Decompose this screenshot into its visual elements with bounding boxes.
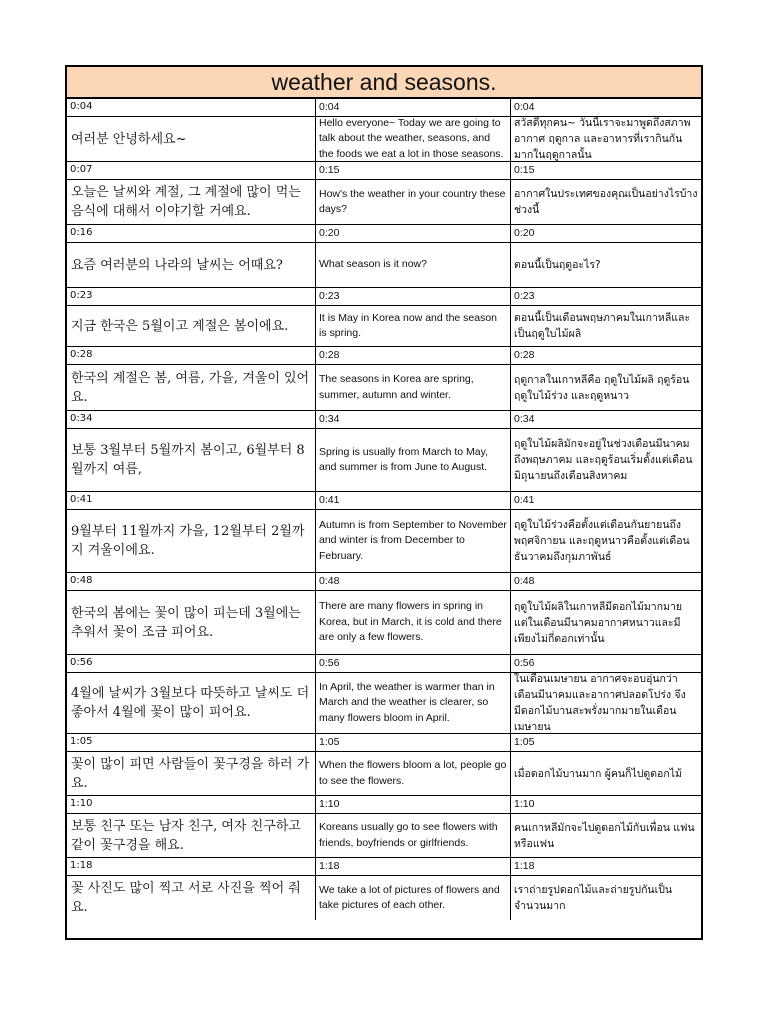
korean-timestamp: 0:56 [67,655,316,672]
english-text: When the flowers bloom a lot, people go to see the flowers. [319,759,507,787]
korean-timestamp: 0:28 [67,347,316,364]
english-text: Koreans usually go to see flowers with friends, boyfriends or girlfriends. [319,821,498,849]
table-row [67,858,701,920]
korean-text: 보통 3월부터 5월까지 봄이고, 6월부터 8월까지 여름, [71,443,305,477]
thai-text: ฤดูกาลในเกาหลีคือ ฤดูใบไม้ผลิ ฤดูร้อน ฤดูใบไม้ร่วง และฤดูหนาว [514,373,690,402]
korean-text-cell [67,243,316,287]
thai-text: ฤดูใบไม้ร่วงคือตั้งแต่เดือนกันยายนถึงพฤศจิกายน และฤดูหนาวคือตั้งแต่เดือนธันวาคมถึงกุมภาพันธ์ [514,519,690,563]
english-text: We take a lot of pictures of flowers and take pictures of each other. [319,883,500,911]
korean-text-cell [67,365,316,410]
thai-text: เราถ่ายรูปดอกไม้และถ่ายรูปกันเป็นจำนวนมาก [514,884,673,912]
timestamp-row [67,858,701,876]
thai-timestamp: 1:18 [514,860,535,872]
thai-text-cell [511,429,701,491]
english-text-cell [316,180,511,224]
thai-text-cell [511,117,701,161]
korean-timestamp: 1:18 [67,858,316,875]
thai-text: ฤดูใบไม้ผลิในเกาหลีมีดอกไม้มากมาย แต่ในเดือนมีนาคมอากาศหนาวและมีเพียงไม่กี่ดอกเท่านั้น [514,600,683,645]
english-text: There are many flowers in spring in Korea, but in March, it is cold and there are only a few flowers. [319,600,502,644]
thai-timestamp: 0:28 [514,349,535,361]
timestamp-row [67,734,701,752]
thai-text: ในเดือนเมษายน อากาศจะอบอุ่นกว่าเดือนมีนาคมและอากาศปลอดโปร่ง จึงมีดอกไม้บานสะพรั่งมากมายในเดือนเมษายน [514,673,686,733]
table-row [67,347,701,411]
entries [67,99,701,938]
english-text-cell [316,365,511,410]
english-text-cell [316,814,511,857]
english-timestamp: 0:56 [316,655,511,672]
table-row [67,796,701,858]
korean-timestamp: 0:23 [67,288,316,305]
thai-text: ตอนนี้เป็นเดือนพฤษภาคมในเกาหลีและเป็นฤดูใบไม้ผลิ [514,312,691,340]
thai-text-cell [511,180,701,224]
thai-text: อากาศในประเทศของคุณเป็นอย่างไรบ้างช่วงนี้ [514,188,698,216]
thai-text-cell [511,591,701,654]
table-row [67,225,701,288]
korean-text: 꽃이 많이 피면 사람들이 꽃구경을 하러 가요. [71,756,310,791]
timestamp-row [67,411,701,429]
thai-timestamp: 0:04 [514,101,535,113]
text-row [67,673,701,733]
table-row [67,492,701,573]
english-text-cell [316,510,511,572]
english-timestamp: 0:15 [316,162,511,179]
text-row [67,429,701,491]
text-row [67,365,701,410]
korean-text-cell [67,814,316,857]
thai-text: ตอนนี้เป็นฤดูอะไร? [514,259,601,271]
transcript-table [65,65,703,940]
thai-text-cell [511,365,701,410]
english-text: In April, the weather is warmer than in March and the weather is clearer, so many flowers bloom in April. [319,680,495,724]
thai-timestamp: 1:10 [514,798,535,810]
korean-timestamp: 0:48 [67,573,316,590]
korean-text-cell [67,673,316,733]
korean-timestamp: 0:16 [67,225,316,242]
english-text-cell [316,306,511,346]
korean-text: 지금 한국은 5월이고 계절은 봄이에요. [71,318,289,334]
text-row [67,876,701,920]
timestamp-row [67,162,701,180]
timestamp-row [67,288,701,306]
english-timestamp: 0:41 [316,492,511,509]
thai-text: เมื่อดอกไม้บานมาก ผู้คนก็ไปดูดอกไม้ [514,767,682,780]
english-timestamp: 0:28 [316,347,511,364]
thai-timestamp: 0:41 [514,494,535,506]
english-text: The seasons in Korea are spring, summer, autumn and winter. [319,373,474,401]
timestamp-row [67,655,701,673]
thai-text-cell [511,510,701,572]
english-text: What season is it now? [319,258,427,271]
table-row [67,734,701,796]
korean-text: 4월에 날씨가 3월보다 따뜻하고 날씨도 더 좋아서 4월에 꽃이 많이 피어요. [71,686,310,720]
korean-text: 요즘 여러분의 나라의 날씨는 어때요? [71,257,283,273]
thai-timestamp: 0:15 [514,164,535,176]
thai-timestamp: 0:23 [514,290,535,302]
korean-text: 오늘은 날씨와 계절, 그 계절에 많이 먹는 음식에 대해서 이야기할 거예요. [71,185,301,219]
timestamp-row [67,99,701,117]
korean-text: 9월부터 11월까지 가을, 12월부터 2월까지 겨울이에요. [71,524,305,558]
english-timestamp: 1:05 [316,734,511,751]
english-text-cell [316,591,511,654]
thai-text: คนเกาหลีมักจะไปดูดอกไม้กับเพื่อน แฟน หรือแฟน [514,821,695,850]
text-row [67,752,701,795]
table-row [67,288,701,347]
korean-text: 꽃 사진도 많이 찍고 서로 사진을 찍어 줘요. [71,881,301,915]
english-text: Autumn is from September to November and winter is from December to February. [319,518,507,562]
korean-text: 보통 친구 또는 남자 친구, 여자 친구하고 같이 꽃구경을 해요. [71,818,301,853]
table-row [67,411,701,492]
english-text-cell [316,673,511,733]
thai-text-cell [511,673,701,733]
timestamp-row [67,492,701,510]
text-row [67,591,701,654]
text-row [67,180,701,224]
korean-text-cell [67,752,316,795]
english-text: It is May in Korea now and the season is spring. [319,311,498,339]
thai-text: สวัสดีทุกคน~ วันนี้เราจะมาพูดถึงสภาพอากาศ ฤดูกาล และอาหารที่เรากินกันมากในฤดูกาลนั้น [514,117,691,161]
thai-timestamp: 0:56 [514,657,535,669]
thai-timestamp: 1:05 [514,736,535,748]
english-timestamp: 0:20 [316,225,511,242]
korean-text-cell [67,591,316,654]
korean-timestamp: 0:04 [67,99,316,116]
english-text-cell [316,117,511,161]
korean-timestamp: 0:41 [67,492,316,509]
korean-text-cell [67,180,316,224]
korean-timestamp: 0:34 [67,411,316,428]
korean-timestamp: 1:05 [67,734,316,751]
timestamp-row [67,796,701,814]
text-row [67,510,701,572]
korean-text-cell [67,429,316,491]
english-timestamp: 0:34 [316,411,511,428]
thai-text: ฤดูใบไม้ผลิมักจะอยู่ในช่วงเดือนมีนาคมถึงพฤษภาคม และฤดูร้อนเริ่มตั้งแต่เดือนมิถุนายนถึงเดือนสิงหาคม [514,438,693,482]
thai-text-cell [511,306,701,346]
table-row [67,162,701,225]
thai-timestamp: 0:48 [514,575,535,587]
thai-timestamp: 0:34 [514,413,535,425]
korean-text-cell [67,117,316,161]
english-timestamp: 0:04 [316,99,511,116]
korean-text: 한국의 계절은 봄, 여름, 가을, 겨울이 있어요. [71,370,310,405]
thai-timestamp: 0:20 [514,227,535,239]
text-row [67,243,701,287]
thai-text-cell [511,876,701,920]
english-text: Hello everyone~ Today we are going to talk about the weather, seasons, and the foods we eat a lot in those seasons. [319,117,504,160]
english-text: How's the weather in your country these days? [319,187,506,215]
korean-text-cell [67,306,316,346]
table-row [67,99,701,162]
table-row [67,655,701,734]
timestamp-row [67,347,701,365]
document-title: weather and seasons. [67,67,701,99]
thai-text-cell [511,814,701,857]
english-text-cell [316,876,511,920]
thai-text-cell [511,752,701,795]
timestamp-row [67,225,701,243]
korean-text: 한국의 봄에는 꽃이 많이 피는데 3월에는 추워서 꽃이 조금 피어요. [71,605,301,640]
timestamp-row [67,573,701,591]
english-timestamp: 1:10 [316,796,511,813]
korean-timestamp: 0:07 [67,162,316,179]
korean-text-cell [67,876,316,920]
korean-text: 여러분 안녕하세요~ [71,131,187,147]
korean-timestamp: 1:10 [67,796,316,813]
text-row [67,117,701,161]
thai-text-cell [511,243,701,287]
english-text-cell [316,429,511,491]
english-text-cell [316,243,511,287]
korean-text-cell [67,510,316,572]
table-row [67,573,701,655]
english-text: Spring is usually from March to May, and summer is from June to August. [319,445,489,473]
english-text-cell [316,752,511,795]
text-row [67,306,701,346]
text-row [67,814,701,857]
english-timestamp: 0:23 [316,288,511,305]
english-timestamp: 0:48 [316,573,511,590]
english-timestamp: 1:18 [316,858,511,875]
